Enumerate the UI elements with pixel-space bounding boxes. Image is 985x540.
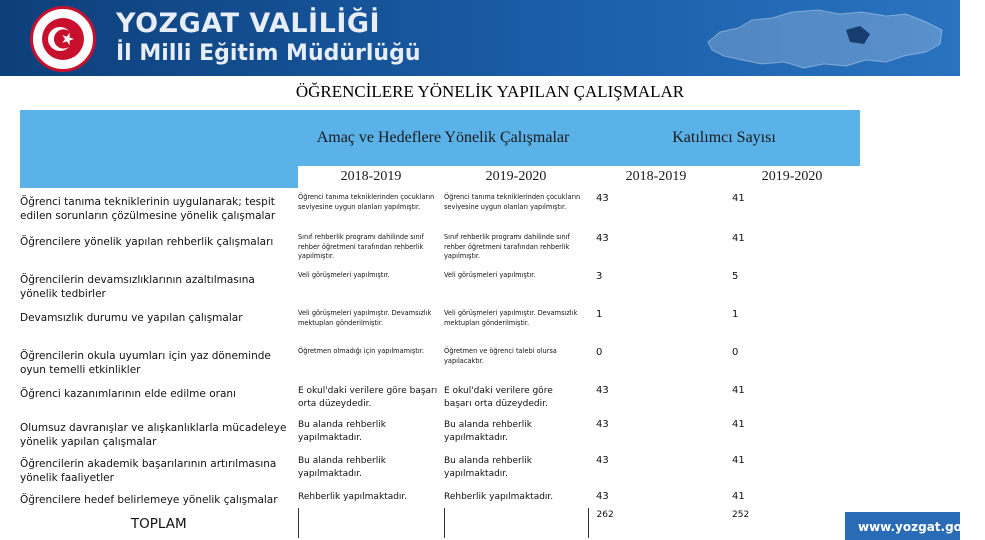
header-year-goals-2018: 2018-2019 — [298, 166, 444, 188]
task-cell: Öğrencilerin akademik başarılarının artırılmasına yönelik faaliyetler — [20, 458, 277, 484]
desc-2018-cell: Bu alanda rehberlik yapılmaktadır. — [298, 420, 386, 443]
desc-2018-cell: Sınıf rehberlik programı dahilinde sınıf rehber öğretmeni tarafından rehberlik yapılmıştır. — [298, 233, 424, 261]
banner-subtitle: İl Milli Eğitim Müdürlüğü — [116, 41, 421, 66]
desc-2018-cell: Rehberlik yapılmaktadır. — [298, 492, 408, 502]
count-2018-cell: 43 — [596, 233, 609, 244]
turkish-republic-seal — [30, 6, 96, 72]
count-2018-cell: 0 — [596, 347, 603, 358]
desc-2019-cell: Bu alanda rehberlik yapılmaktadır. — [444, 420, 532, 443]
count-2018-cell: 3 — [596, 271, 603, 282]
task-cell: Öğrenci kazanımlarının elde edilme oranı — [20, 388, 236, 400]
task-cell: Öğrencilere yönelik yapılan rehberlik çalışmaları — [20, 236, 274, 248]
activities-table — [20, 110, 860, 538]
desc-2019-cell: E okul'daki verilere göre başarı orta düzeydedir. — [444, 386, 553, 409]
total-row — [20, 508, 860, 538]
count-2019-cell: 41 — [732, 491, 745, 502]
table-row — [20, 188, 860, 228]
table-row — [20, 304, 860, 342]
count-2019-cell: 0 — [732, 347, 739, 358]
count-2018-cell: 43 — [596, 193, 609, 204]
desc-2019-cell: Sınıf rehberlik programı dahilinde sınıf rehber öğretmeni tarafından rehberlik yapılmıştır. — [444, 233, 570, 261]
count-2019-cell: 41 — [732, 193, 745, 204]
table-row — [20, 342, 860, 380]
header-year-goals-2019: 2019-2020 — [444, 166, 588, 188]
desc-2018-cell: Öğretmen olmadığı için yapılmamıştır. — [298, 347, 424, 355]
table-row — [20, 450, 860, 486]
count-2019-cell: 1 — [732, 309, 739, 320]
table-group-header-row — [20, 110, 860, 166]
footer-url[interactable]: www.yozgat.gov.tr — [858, 520, 985, 534]
desc-2019-cell: Rehberlik yapılmaktadır. — [444, 492, 554, 502]
task-cell: Öğrencilerin okula uyumları için yaz döneminde oyun temelli etkinlikler — [20, 350, 271, 376]
desc-2018-cell: Veli görüşmeleri yapılmıştır. Devamsızlık mektupları gönderilmiştir. — [298, 309, 432, 327]
count-2018-cell: 1 — [596, 309, 603, 320]
count-2019-cell: 41 — [732, 233, 745, 244]
desc-2019-cell: Veli görüşmeleri yapılmıştır. — [444, 271, 536, 279]
turkey-map-icon — [700, 4, 950, 74]
count-2018-cell: 43 — [596, 419, 609, 430]
total-empty-cell — [298, 508, 444, 538]
count-2019-cell: 41 — [732, 455, 745, 466]
table-row — [20, 486, 860, 508]
total-2019-cell: 252 — [732, 510, 750, 520]
task-cell: Öğrenci tanıma tekniklerinin uygulanarak; tespit edilen sorunların çözülmesine yönelik çalışmalar — [20, 196, 276, 222]
desc-2019-cell: Bu alanda rehberlik yapılmaktadır. — [444, 456, 532, 479]
count-2019-cell: 5 — [732, 271, 739, 282]
desc-2019-cell: Veli görüşmeleri yapılmıştır. Devamsızlık mektupları gönderilmiştir. — [444, 309, 578, 327]
table-year-header-row — [20, 166, 860, 188]
count-2018-cell: 43 — [596, 455, 609, 466]
crescent-star-icon — [33, 9, 93, 69]
task-cell: Öğrencilerin devamsızlıklarının azaltılmasına yönelik tedbirler — [20, 274, 255, 300]
desc-2018-cell: E okul'daki verilere göre başarı orta düzeydedir. — [298, 386, 438, 409]
header-corner-cell — [20, 166, 298, 188]
header-year-participants-2019: 2019-2020 — [724, 166, 860, 188]
total-empty-cell — [444, 508, 588, 538]
banner-title: YOZGAT VALİLİĞİ — [116, 8, 381, 39]
table-row — [20, 380, 860, 414]
table-row — [20, 266, 860, 304]
page-title: ÖĞRENCİLERE YÖNELİK YAPILAN ÇALIŞMALAR — [295, 82, 685, 101]
desc-2018-cell: Veli görüşmeleri yapılmıştır. — [298, 271, 390, 279]
count-2019-cell: 41 — [732, 385, 745, 396]
task-cell: Olumsuz davranışlar ve alışkanlıklarla mücadeleye yönelik yapılan çalışmalar — [20, 422, 287, 448]
header-goals: Amaç ve Hedeflere Yönelik Çalışmalar — [298, 110, 588, 166]
table-row — [20, 414, 860, 450]
total-2018-cell: 262 — [588, 508, 724, 538]
task-cell: Devamsızlık durumu ve yapılan çalışmalar — [20, 312, 243, 324]
table-row — [20, 228, 860, 266]
desc-2019-cell: Öğretmen ve öğrenci talebi olursa yapılacaktır. — [444, 347, 557, 365]
desc-2018-cell: Öğrenci tanıma tekniklerinden çocukların seviyesine uygun olanları yapılmıştır. — [298, 193, 435, 211]
total-label: TOPLAM — [130, 516, 187, 532]
header-year-participants-2018: 2018-2019 — [588, 166, 724, 188]
count-2018-cell: 43 — [596, 385, 609, 396]
desc-2019-cell: Öğrenci tanıma tekniklerinden çocukların seviyesine uygun olanları yapılmıştır. — [444, 193, 581, 211]
header-blank-cell — [20, 110, 298, 166]
count-2018-cell: 43 — [596, 491, 609, 502]
desc-2018-cell: Bu alanda rehberlik yapılmaktadır. — [298, 456, 386, 479]
count-2019-cell: 41 — [732, 419, 745, 430]
header-participants: Katılımcı Sayısı — [588, 110, 860, 166]
task-cell: Öğrencilere hedef belirlemeye yönelik çalışmalar — [20, 494, 278, 506]
header-banner — [0, 0, 960, 76]
